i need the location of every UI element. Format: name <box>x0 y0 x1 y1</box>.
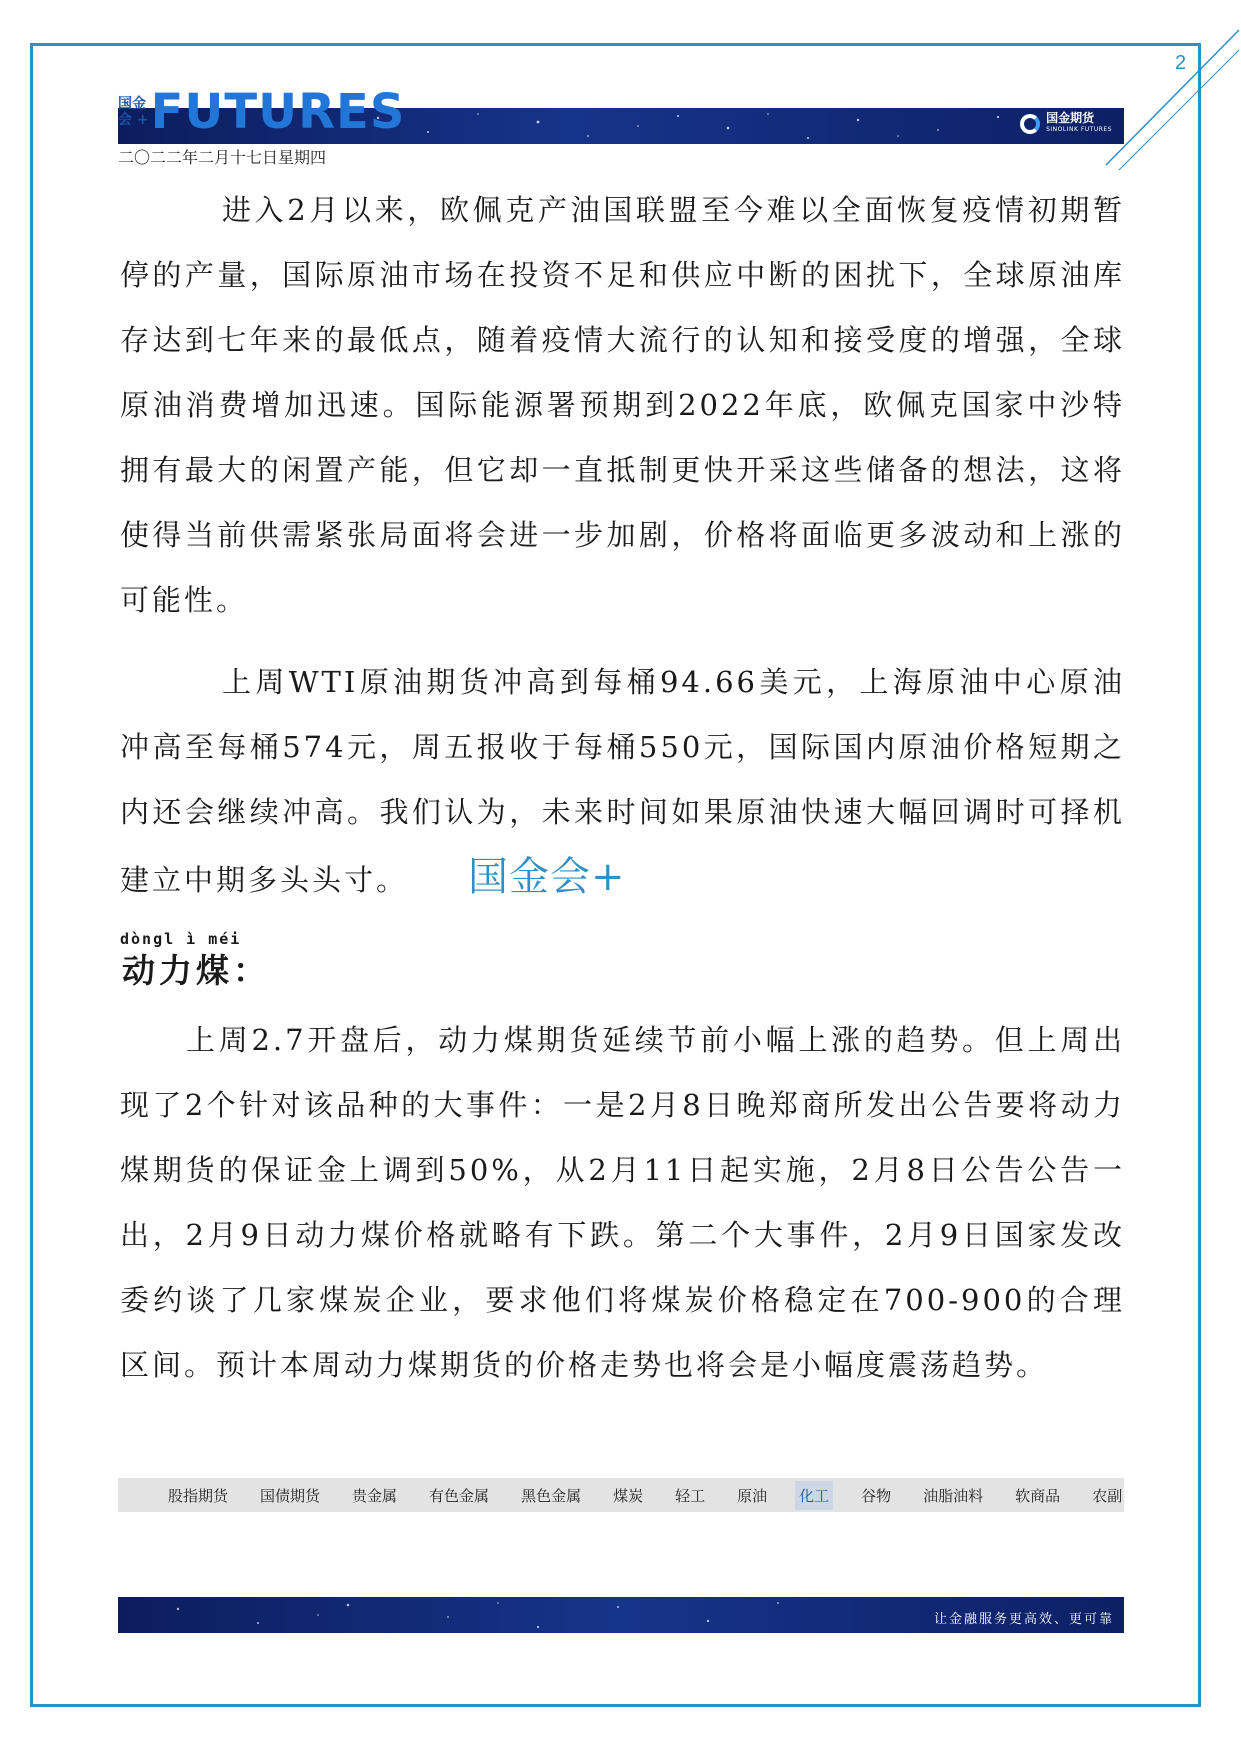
inline-brand-mark: 国金会+ <box>468 854 626 900</box>
report-date: 二〇二二年二月十七日星期四 <box>118 148 327 167</box>
company-logo <box>1020 112 1112 136</box>
nav-item[interactable]: 软商品 <box>1015 1486 1061 1505</box>
logo-small-bottom: 会 + <box>118 112 149 128</box>
paragraph-thermal-coal: 上周2.7开盘后，动力煤期货延续节前小幅上涨的趋势。但上周出现了2个针对该品种的大事件：一是2月8日晚郑商所发出公告要将动力煤期货的保证金上调到50%，从2月11日起实施，2月8日公告公告一出，2月9日动力煤价格就略有下跌。第二个大事件，2月9日国家发改委约谈了几家煤炭企业，要求他们将煤炭价格稳定在700-900的合理区间。预计本周动力煤期货的价格走势也将会是小幅度震荡趋势。 <box>120 1023 1125 1382</box>
nav-item[interactable]: 国债期货 <box>260 1486 321 1505</box>
company-name-cn: 国金期货 <box>1046 111 1095 125</box>
nav-item[interactable]: 黑色金属 <box>521 1486 582 1505</box>
logo-small-top: 国金 <box>118 96 146 112</box>
nav-item[interactable]: 农副 <box>1092 1486 1123 1505</box>
nav-item[interactable]: 有色金属 <box>429 1486 490 1505</box>
nav-item[interactable]: 贵金属 <box>352 1486 398 1505</box>
nav-item[interactable]: 谷物 <box>861 1486 892 1505</box>
brand-logo <box>118 84 406 140</box>
nav-item[interactable]: 股指期货 <box>168 1486 229 1505</box>
section-title-thermal-coal: 动力煤： <box>122 951 270 990</box>
logo-futures: FUTURES <box>150 84 406 140</box>
category-nav <box>118 1478 1124 1512</box>
footer-band <box>118 1597 1124 1633</box>
sinolink-logo-icon <box>1020 114 1040 134</box>
section-pinyin: dòngl ì méi <box>120 930 242 948</box>
nav-item[interactable]: 原油 <box>737 1486 768 1505</box>
corner-decoration <box>1101 0 1241 175</box>
nav-item[interactable]: 煤炭 <box>613 1486 644 1505</box>
nav-item[interactable]: 轻工 <box>675 1486 706 1505</box>
nav-item[interactable]: 化工 <box>795 1481 833 1510</box>
page-number: 2 <box>1175 52 1187 74</box>
paragraph-crude-oil-2-text: 上周WTI原油期货冲高到每桶94.66美元，上海原油中心原油冲高至每桶574元，周五报收于每桶550元，国际国内原油价格短期之内还会继续冲高。我们认为，未来时间如果原油快速大幅回调时可择机建立中期多头头寸。 <box>120 665 1125 897</box>
nav-item[interactable]: 油脂油料 <box>923 1486 984 1505</box>
paragraph-crude-oil-1: 进入2月以来，欧佩克产油国联盟至今难以全面恢复疫情初期暂停的产量，国际原油市场在投资不足和供应中断的困扰下，全球原油库存达到七年来的最低点，随着疫情大流行的认知和接受度的增强，全球原油消费增加迅速。国际能源署预期到2022年底，欧佩克国家中沙特拥有最大的闲置产能，但它却一直抵制更快开采这些储备的想法，这将使得当前供需紧张局面将会进一步加剧，价格将面临更多波动和上涨的可能性。 <box>120 193 1125 617</box>
paragraph-crude-oil-2 <box>120 650 1125 913</box>
company-name-en: SINOLINK FUTURES <box>1046 126 1112 133</box>
footer-slogan: 让金融服务更高效、更可靠 <box>933 1612 1114 1627</box>
